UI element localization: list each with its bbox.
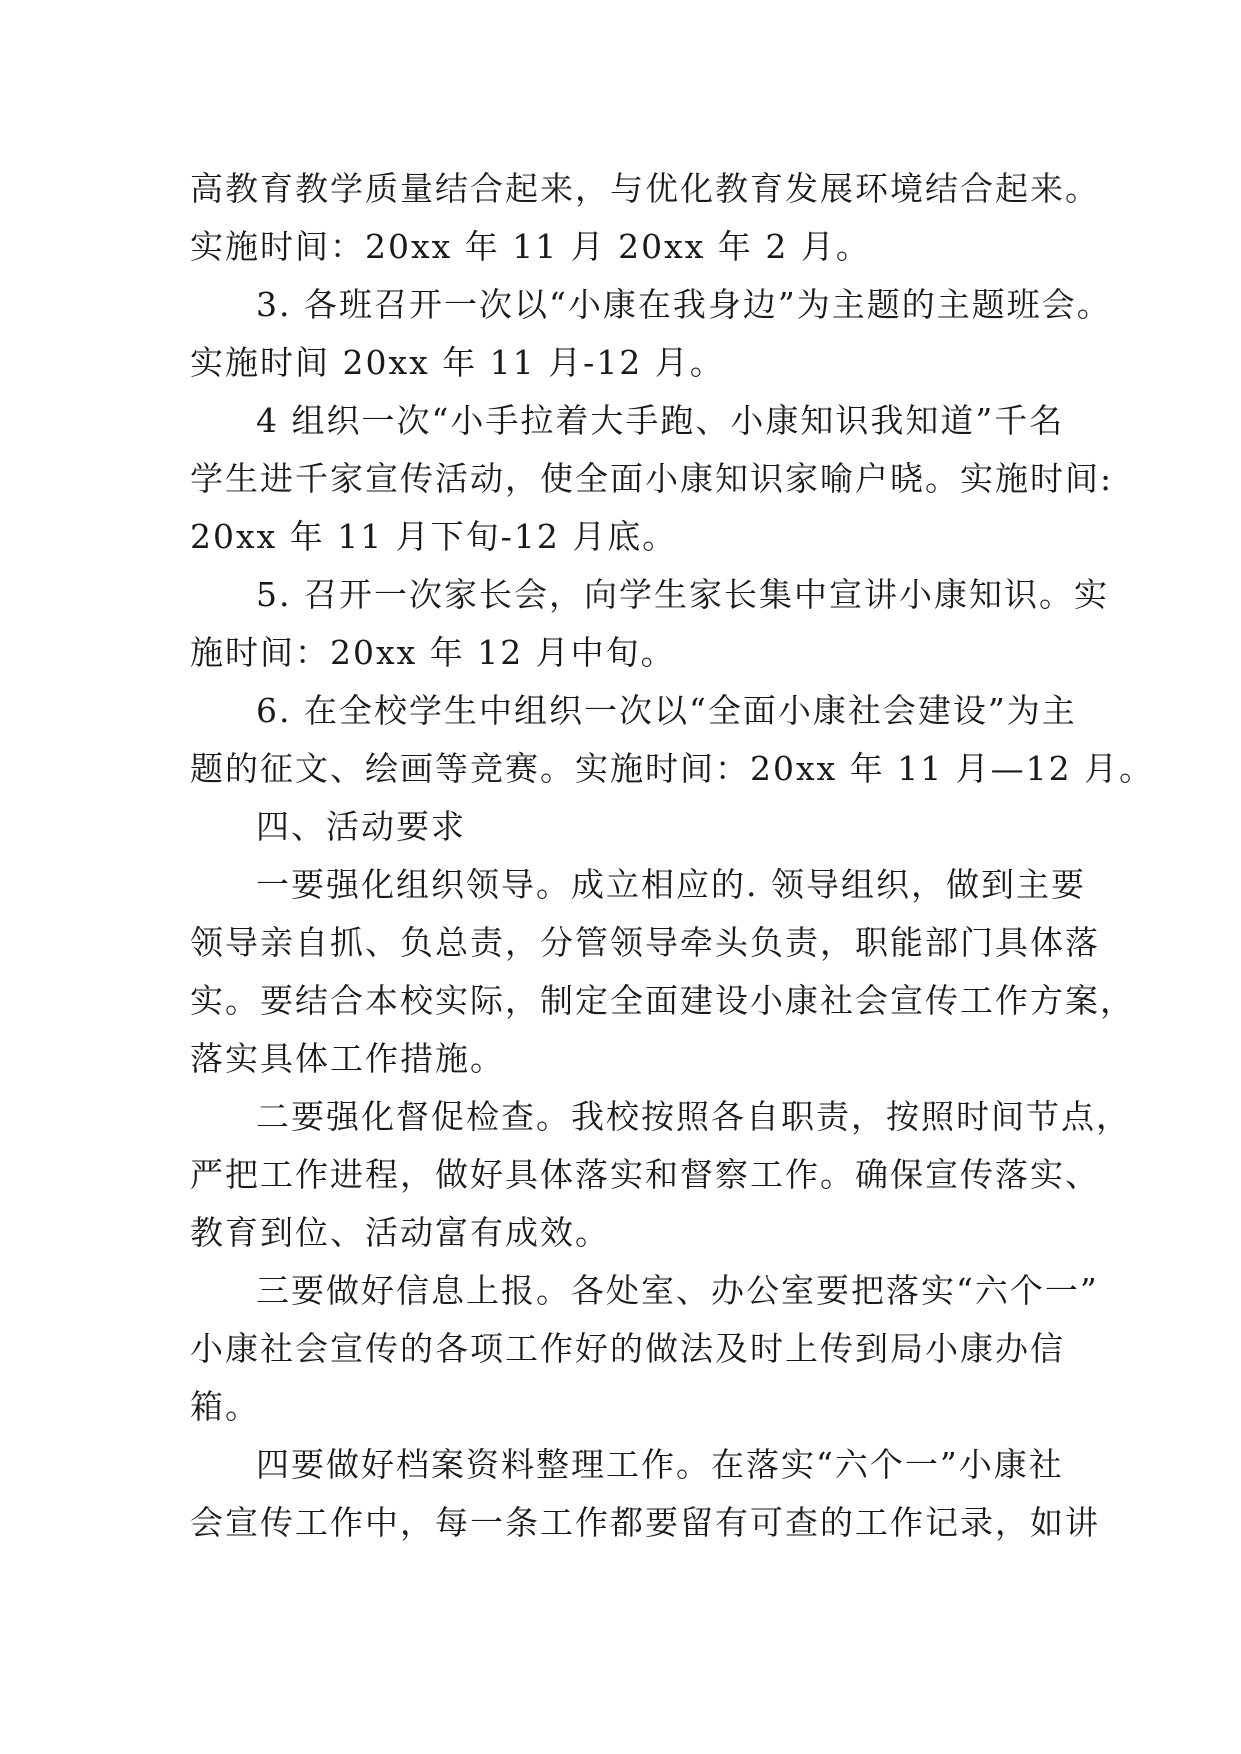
text-line: 箱。 xyxy=(190,1387,260,1426)
text-line: 教育到位、活动富有成效。 xyxy=(190,1213,610,1252)
text-line: 实施时间：20xx 年 11 月 20xx 年 2 月。 xyxy=(190,227,871,266)
text-line: 二要强化督促检查。我校按照各自职责，按照时间节点， xyxy=(256,1097,1131,1136)
text-line: 6. 在全校学生中组织一次以“全面小康社会建设”为主 xyxy=(256,691,1077,730)
paragraph xyxy=(190,798,1056,856)
text-line: 领导亲自抓、负总责，分管领导牵头负责，职能部门具体落 xyxy=(190,923,1100,962)
paragraph xyxy=(190,276,1112,392)
text-line: 学生进千家宣传活动，使全面小康知识家喻户晓。实施时间: xyxy=(190,459,1114,498)
paragraph xyxy=(190,1088,1131,1262)
text-line: 落实具体工作措施。 xyxy=(190,1039,505,1078)
text-line: 3. 各班召开一次以“小康在我身边”为主题的主题班会。 xyxy=(256,285,1112,324)
text-line: 四、活动要求 xyxy=(256,807,466,846)
text-line: 实施时间 20xx 年 11 月-12 月。 xyxy=(190,343,725,382)
paragraph xyxy=(190,1262,1099,1436)
text-line: 5. 召开一次家长会，向学生家长集中宣讲小康知识。实 xyxy=(256,575,1109,614)
text-line: 高教育教学质量结合起来，与优化教育发展环境结合起来。 xyxy=(190,169,1100,208)
text-line: 严把工作进程，做好具体落实和督察工作。确保宣传落实、 xyxy=(190,1155,1100,1194)
text-line: 四要做好档案资料整理工作。在落实“六个一”小康社 xyxy=(256,1445,1064,1484)
paragraph xyxy=(190,392,1114,566)
text-line: 20xx 年 11 月下旬-12 月底。 xyxy=(190,517,678,556)
text-line: 会宣传工作中，每一条工作都要留有可查的工作记录，如讲 xyxy=(190,1503,1100,1542)
paragraph xyxy=(190,856,1135,1088)
text-line: 题的征文、绘画等竞赛。实施时间：20xx 年 11 月—12 月。 xyxy=(190,749,1155,788)
text-line: 三要做好信息上报。各处室、办公室要把落实“六个一” xyxy=(256,1271,1099,1310)
paragraph xyxy=(190,1436,1100,1552)
text-line: 小康社会宣传的各项工作好的做法及时上传到局小康办信 xyxy=(190,1329,1065,1368)
text-line: 一要强化组织领导。成立相应的. 领导组织，做到主要 xyxy=(256,865,1086,904)
paragraph xyxy=(190,566,1109,682)
text-line: 施时间：20xx 年 12 月中旬。 xyxy=(190,633,676,672)
paragraph xyxy=(190,160,1100,276)
text-line: 4 组织一次“小手拉着大手跑、小康知识我知道”千名 xyxy=(256,401,1065,440)
text-line: 实。要结合本校实际，制定全面建设小康社会宣传工作方案， xyxy=(190,981,1135,1020)
paragraph xyxy=(190,682,1155,798)
document-body xyxy=(190,160,1155,1552)
